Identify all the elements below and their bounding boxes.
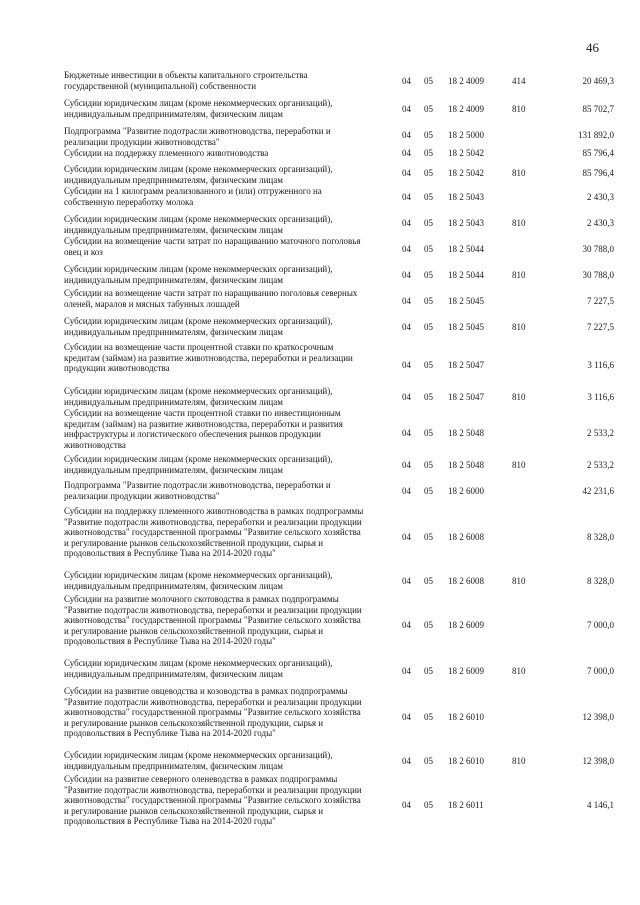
row-target-code: 18 2 5045: [448, 322, 484, 332]
table-row: [0, 98, 640, 120]
row-section: 04: [402, 712, 411, 722]
row-target-code: 18 2 5048: [448, 460, 484, 470]
table-row: [0, 408, 640, 454]
row-section: 04: [402, 322, 411, 332]
table-row: [0, 316, 640, 340]
row-section: 04: [402, 192, 411, 202]
table-row: [0, 594, 640, 654]
row-target-code: 18 2 5045: [448, 296, 484, 306]
row-expense-type: 810: [512, 576, 526, 586]
row-section: 04: [402, 576, 411, 586]
row-target-code: 18 2 6008: [448, 532, 484, 542]
row-section: 04: [402, 270, 411, 280]
row-section: 04: [402, 800, 411, 810]
table-row: [0, 386, 640, 408]
table-row: [0, 148, 640, 162]
row-subsection: 05: [424, 460, 433, 470]
row-target-code: 18 2 5044: [448, 270, 484, 280]
row-target-code: 18 2 5048: [448, 428, 484, 438]
row-description: Субсидии юридическим лицам (кроме некоммерческих организаций), индивидуальным предпринимателям, физическим лицам: [64, 658, 333, 679]
row-description: Субсидии на возмещение части затрат по наращиванию поголовья северных оленей, маралов и мясных табунных лошадей: [64, 288, 358, 309]
row-target-code: 18 2 6011: [448, 800, 484, 810]
row-section: 04: [402, 104, 411, 114]
row-description: Субсидии юридическим лицам (кроме некоммерческих организаций), индивидуальным предпринимателям, физическим лицам: [64, 98, 333, 119]
row-description: Субсидии юридическим лицам (кроме некоммерческих организаций), индивидуальным предпринимателям, физическим лицам: [64, 386, 333, 407]
row-target-code: 18 2 6010: [448, 712, 484, 722]
table-row: [0, 686, 640, 744]
row-section: 04: [402, 130, 411, 140]
row-amount: 8 328,0: [587, 576, 614, 586]
row-amount: 30 788,0: [582, 270, 614, 280]
row-amount: 2 430,3: [587, 192, 614, 202]
row-description: Субсидии на развитие овцеводства и козоводства в рамках подпрограммы "Развитие подотрасли животноводства, переработки и реализации продукции животноводства" государственной программы "Развитие сельского хозяйства и регулирование рынков сельскохозяйственной продукции, сырья и продовольствия в Республике Тыва на 2014-2020 годы": [64, 686, 362, 738]
table-row: [0, 288, 640, 314]
row-target-code: 18 2 5042: [448, 168, 484, 178]
row-subsection: 05: [424, 270, 433, 280]
row-description: Подпрограмма "Развитие подотрасли животноводства, переработки и реализации продукции животноводства": [64, 126, 331, 147]
row-description: Субсидии на поддержку племенного животноводства в рамках подпрограммы "Развитие подотрасли животноводства, переработки и реализации продукции животноводства" государственной программы "Развитие сельского хозяйства и регулирование рынков сельскохозяйственной продукции, сырья и продовольствия в Республике Тыва на 2014-2020 годы": [64, 506, 364, 558]
row-target-code: 18 2 6009: [448, 666, 484, 676]
row-description: Субсидии юридическим лицам (кроме некоммерческих организаций), индивидуальным предпринимателям, физическим лицам: [64, 570, 333, 591]
row-section: 04: [402, 620, 411, 630]
row-amount: 85 796,4: [582, 148, 614, 158]
row-expense-type: 810: [512, 666, 526, 676]
row-section: 04: [402, 486, 411, 496]
table-row: [0, 774, 640, 834]
row-target-code: 18 2 4009: [448, 76, 484, 86]
row-description: Субсидии юридическим лицам (кроме некоммерческих организаций), индивидуальным предпринимателям, физическим лицам: [64, 750, 333, 771]
table-row: [0, 480, 640, 504]
row-expense-type: 810: [512, 322, 526, 332]
row-subsection: 05: [424, 360, 433, 370]
row-target-code: 18 2 5047: [448, 392, 484, 402]
row-amount: 2 430,3: [587, 218, 614, 228]
row-subsection: 05: [424, 486, 433, 496]
row-amount: 7 000,0: [587, 666, 614, 676]
row-expense-type: 810: [512, 392, 526, 402]
row-amount: 8 328,0: [587, 532, 614, 542]
table-row: [0, 164, 640, 184]
row-subsection: 05: [424, 130, 433, 140]
row-amount: 42 231,6: [582, 486, 614, 496]
row-target-code: 18 2 5043: [448, 192, 484, 202]
row-target-code: 18 2 4009: [448, 104, 484, 114]
table-row: [0, 570, 640, 592]
table-row: [0, 506, 640, 564]
row-subsection: 05: [424, 428, 433, 438]
row-description: Субсидии юридическим лицам (кроме некоммерческих организаций), индивидуальным предпринимателям, физическим лицам: [64, 454, 333, 475]
row-description: Субсидии на возмещение части затрат по наращиванию маточного поголовья овец и коз: [64, 236, 361, 257]
row-amount: 2 533,2: [587, 428, 614, 438]
row-target-code: 18 2 5047: [448, 360, 484, 370]
row-subsection: 05: [424, 244, 433, 254]
row-subsection: 05: [424, 756, 433, 766]
row-subsection: 05: [424, 168, 433, 178]
row-description: Субсидии на развитие молочного скотоводства в рамках подпрограммы "Развитие подотрасли животноводства, переработки и реализации продукции животноводства" государственной программы "Развитие сельского хозяйства и регулирование рынков сельскохозяйственной продукции, сырья и продовольствия в Республике Тыва на 2014-2020 годы": [64, 594, 362, 646]
row-subsection: 05: [424, 104, 433, 114]
row-target-code: 18 2 6008: [448, 576, 484, 586]
row-section: 04: [402, 76, 411, 86]
row-amount: 7 227,5: [587, 296, 614, 306]
row-description: Субсидии юридическим лицам (кроме некоммерческих организаций), индивидуальным предпринимателям, физическим лицам: [64, 264, 333, 285]
row-expense-type: 810: [512, 218, 526, 228]
row-target-code: 18 2 5044: [448, 244, 484, 254]
row-amount: 2 533,2: [587, 460, 614, 470]
page-number: 46: [586, 40, 599, 55]
row-target-code: 18 2 6010: [448, 756, 484, 766]
row-amount: 20 469,3: [582, 76, 614, 86]
row-amount: 3 116,6: [587, 360, 614, 370]
row-target-code: 18 2 5042: [448, 148, 484, 158]
row-target-code: 18 2 5043: [448, 218, 484, 228]
table-row: [0, 126, 640, 146]
row-description: Бюджетные инвестиции в объекты капитального строительства государственной (муниципальной) собственности: [64, 70, 308, 91]
row-description: Субсидии юридическим лицам (кроме некоммерческих организаций), индивидуальным предпринимателям, физическим лицам: [64, 214, 333, 235]
row-expense-type: 810: [512, 270, 526, 280]
row-expense-type: 810: [512, 460, 526, 470]
row-subsection: 05: [424, 148, 433, 158]
row-subsection: 05: [424, 532, 433, 542]
row-description: Субсидии юридическим лицам (кроме некоммерческих организаций), индивидуальным предпринимателям, физическим лицам: [64, 164, 333, 185]
table-row: [0, 454, 640, 478]
table-row: [0, 264, 640, 286]
row-section: 04: [402, 756, 411, 766]
row-amount: 131 892,0: [578, 130, 614, 140]
row-target-code: 18 2 6009: [448, 620, 484, 630]
row-subsection: 05: [424, 296, 433, 306]
table-row: [0, 342, 640, 384]
row-amount: 12 398,0: [582, 756, 614, 766]
row-subsection: 05: [424, 800, 433, 810]
row-expense-type: 810: [512, 756, 526, 766]
row-amount: 7 000,0: [587, 620, 614, 630]
row-subsection: 05: [424, 576, 433, 586]
row-subsection: 05: [424, 712, 433, 722]
row-target-code: 18 2 6000: [448, 486, 484, 496]
row-description: Субсидии на развитие северного оленеводства в рамках подпрограммы "Развитие подотрасли животноводства, переработки и реализации продукции животноводства" государственной программы "Развитие сельского хозяйства и регулирование рынков сельскохозяйственной продукции, сырья и продовольствия в Республике Тыва на 2014-2020 годы": [64, 774, 362, 826]
row-amount: 85 702,7: [582, 104, 614, 114]
row-section: 04: [402, 460, 411, 470]
row-section: 04: [402, 392, 411, 402]
row-section: 04: [402, 168, 411, 178]
row-section: 04: [402, 244, 411, 254]
row-section: 04: [402, 666, 411, 676]
row-subsection: 05: [424, 666, 433, 676]
row-amount: 4 146,1: [587, 800, 614, 810]
row-description: Подпрограмма "Развитие подотрасли животноводства, переработки и реализации продукции животноводства": [64, 480, 331, 501]
row-target-code: 18 2 5000: [448, 130, 484, 140]
row-expense-type: 810: [512, 104, 526, 114]
table-row: [0, 236, 640, 260]
row-description: Субсидии на возмещение части процентной ставки по краткосрочным кредитам (займам) на развитие животноводства, переработки и реализации продукции животноводства: [64, 342, 353, 373]
row-subsection: 05: [424, 192, 433, 202]
row-subsection: 05: [424, 218, 433, 228]
row-expense-type: 810: [512, 168, 526, 178]
row-expense-type: 414: [512, 76, 526, 86]
row-section: 04: [402, 532, 411, 542]
row-amount: 7 227,5: [587, 322, 614, 332]
row-section: 04: [402, 218, 411, 228]
row-subsection: 05: [424, 76, 433, 86]
table-row: [0, 214, 640, 234]
row-description: Субсидии на 1 килограмм реализованного и (или) отгруженного на собственную переработку молока: [64, 186, 322, 207]
table-row: [0, 750, 640, 772]
table-row: [0, 658, 640, 684]
row-amount: 3 116,6: [587, 392, 614, 402]
row-amount: 85 796,4: [582, 168, 614, 178]
row-description: Субсидии на возмещение части процентной ставки по инвестиционным кредитам (займам) на развитие животноводства, переработки и развития инфраструктуры и логистического обеспечения рынков продукции животноводства: [64, 408, 343, 450]
row-section: 04: [402, 428, 411, 438]
table-row: [0, 186, 640, 208]
row-description: Субсидии на поддержку племенного животноводства: [64, 148, 269, 158]
row-section: 04: [402, 296, 411, 306]
row-amount: 12 398,0: [582, 712, 614, 722]
row-section: 04: [402, 148, 411, 158]
row-subsection: 05: [424, 322, 433, 332]
table-row: [0, 70, 640, 92]
row-subsection: 05: [424, 392, 433, 402]
row-section: 04: [402, 360, 411, 370]
row-description: Субсидии юридическим лицам (кроме некоммерческих организаций), индивидуальным предпринимателям, физическим лицам: [64, 316, 333, 337]
row-amount: 30 788,0: [582, 244, 614, 254]
row-subsection: 05: [424, 620, 433, 630]
